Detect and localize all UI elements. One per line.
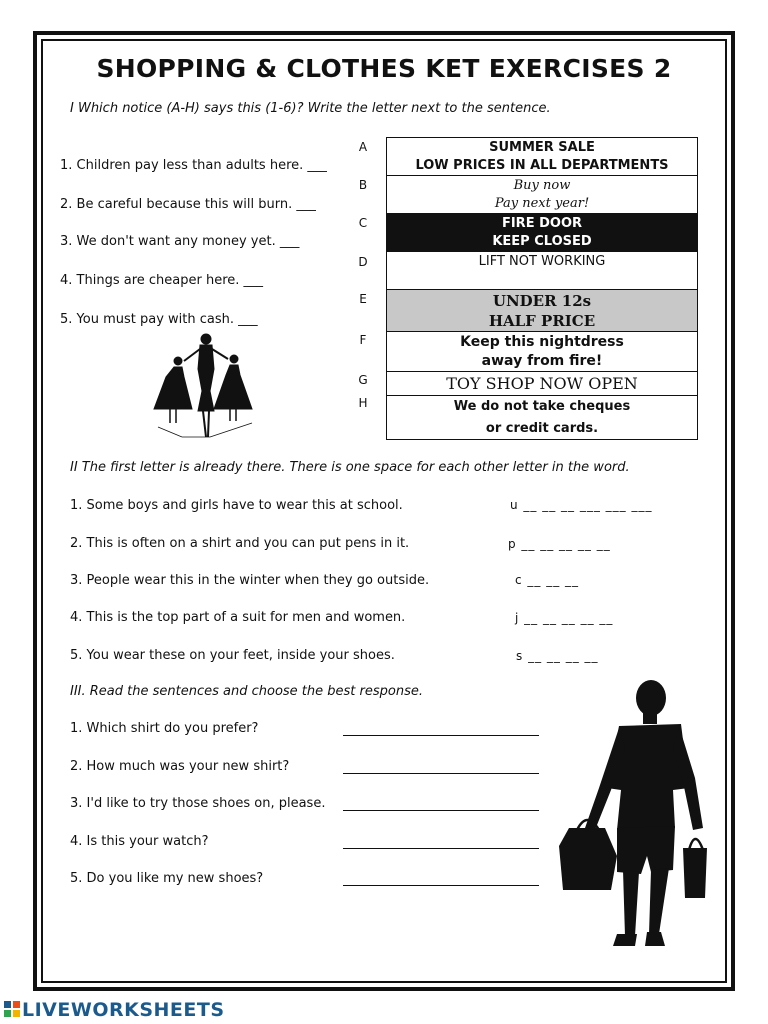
notice-h: We do not take cheques or credit cards.	[453, 399, 631, 436]
notice-letter-b: B	[358, 178, 368, 192]
s3-answer-3[interactable]	[343, 796, 539, 811]
notice-a: SUMMER SALE LOW PRICES IN ALL DEPARTMENTS	[387, 138, 697, 176]
s2-question-5: 5. You wear these on your feet, inside your shoes.	[70, 648, 395, 663]
s2-answer-4[interactable]: j __ __ __ __ __	[515, 611, 614, 625]
s2-question-1: 1. Some boys and girls have to wear this at school.	[70, 498, 403, 513]
notice-b: Buy now Pay next year!	[387, 176, 697, 214]
notice-letter-g: G	[358, 373, 368, 387]
s3-question-3: 3. I'd like to try those shoes on, please.	[70, 796, 326, 811]
notice-c: FIRE DOOR KEEP CLOSED	[387, 214, 697, 252]
notice-f: Keep this nightdress away from fire!	[387, 332, 697, 372]
s3-question-2: 2. How much was your new shirt?	[70, 759, 290, 774]
s3-question-1: 1. Which shirt do you prefer?	[70, 721, 259, 736]
notice-letter-f: F	[359, 333, 367, 347]
s1-question-4: 4. Things are cheaper here. ___	[60, 273, 264, 288]
s2-answer-1[interactable]: u __ __ __ ___ ___ ___	[510, 498, 653, 512]
s3-answer-4[interactable]	[343, 834, 539, 849]
s1-question-2: 2. Be careful because this will burn. ___	[60, 197, 316, 212]
s3-question-4: 4. Is this your watch?	[70, 834, 209, 849]
s2-question-3: 3. People wear this in the winter when they go outside.	[70, 573, 430, 588]
s3-answer-5[interactable]	[343, 871, 539, 886]
s2-answer-2[interactable]: p __ __ __ __ __	[508, 537, 611, 551]
notice-letter-a: A	[358, 140, 368, 154]
page-title: SHOPPING & CLOTHES KET EXERCISES 2	[96, 54, 672, 83]
notice-g: TOY SHOP NOW OPEN	[387, 372, 697, 396]
notices-box	[386, 137, 698, 440]
shopping-women-illustration	[148, 331, 256, 443]
man-with-bags-illustration	[555, 678, 707, 956]
section2-instruction: II The first letter is already there. There is one space for each other letter in the word.	[70, 460, 630, 475]
notice-d: LIFT NOT WORKING	[387, 252, 697, 290]
notice-letter-c: C	[358, 216, 368, 230]
notice-letter-d: D	[358, 255, 368, 269]
section1-instruction: I Which notice (A-H) says this (1-6)? Write the letter next to the sentence.	[70, 101, 551, 116]
s3-answer-1[interactable]	[343, 721, 539, 736]
s1-question-1: 1. Children pay less than adults here. ___	[60, 158, 327, 173]
notice-letter-e: E	[359, 292, 367, 306]
s3-answer-2[interactable]	[343, 759, 539, 774]
s1-question-5: 5. You must pay with cash. ___	[60, 312, 258, 327]
notice-letter-h: H	[358, 396, 368, 410]
section3-instruction: III. Read the sentences and choose the best response.	[70, 684, 423, 699]
s2-question-4: 4. This is the top part of a suit for men and women.	[70, 610, 406, 625]
s1-question-3: 3. We don't want any money yet. ___	[60, 234, 300, 249]
notice-e: UNDER 12s HALF PRICE	[387, 290, 697, 332]
s2-answer-5[interactable]: s __ __ __ __	[516, 649, 599, 663]
liveworksheets-logo-icon	[4, 1001, 20, 1017]
liveworksheets-brand[interactable]: LIVEWORKSHEETS	[22, 999, 225, 1021]
s3-question-5: 5. Do you like my new shoes?	[70, 871, 264, 886]
s2-answer-3[interactable]: c __ __ __	[515, 573, 580, 587]
s2-question-2: 2. This is often on a shirt and you can put pens in it.	[70, 536, 410, 551]
